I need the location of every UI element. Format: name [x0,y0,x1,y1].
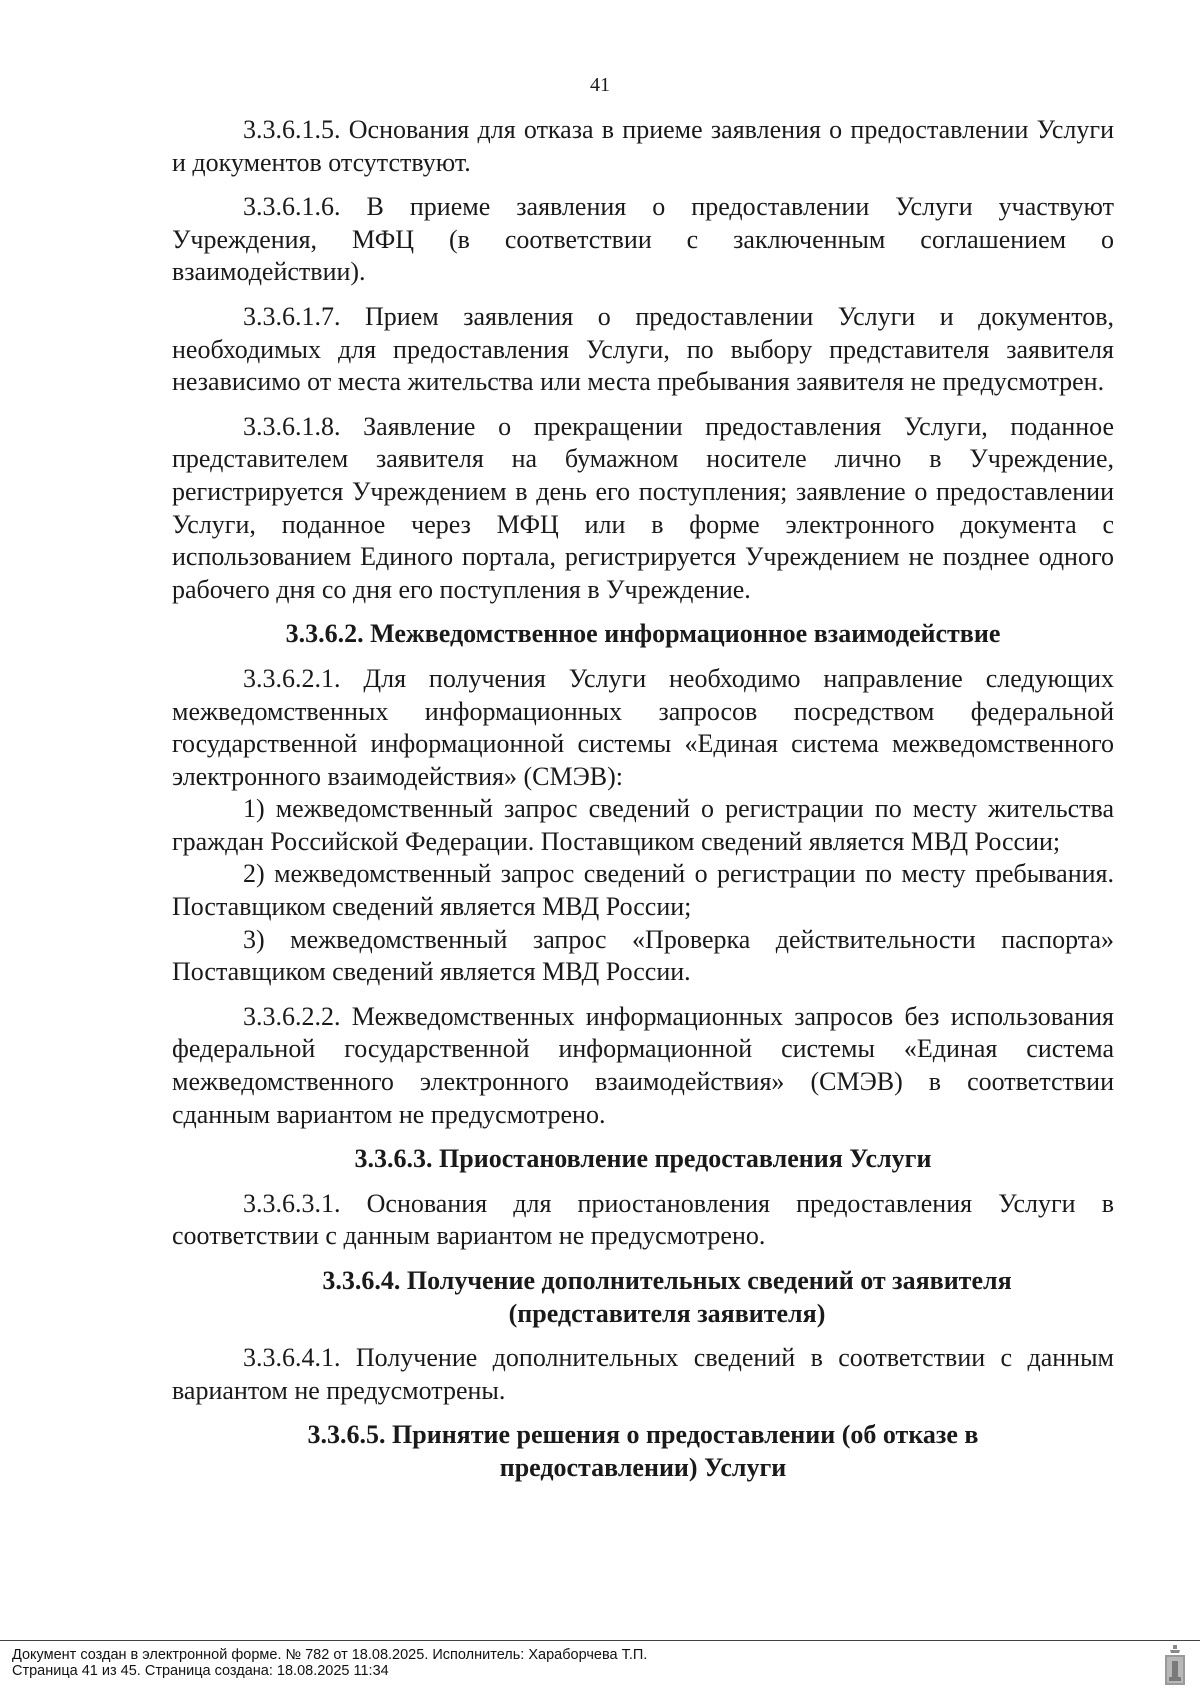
heading-3-3-6-4 [172,1265,1114,1330]
list-item-3: 3) межведомственный запрос «Проверка действительности паспорта» Поставщиком сведений является МВД России. [172,924,1114,987]
heading-3-3-6-3: 3.3.6.3. Приостановление предоставления Услуги [354,1144,932,1174]
paragraph-3-3-6-1-7: 3.3.6.1.7. Прием заявления о предоставлении Услуги и документов, необходимых для предоставления Услуги, по выбору представителя заявителя независимо от места жительства или места пребывания заявителя не предусмотрен. [172,301,1114,397]
footer-page-info: Страница 41 из 45. Страница создана: 18.08.2025 11:34 [12,1663,389,1679]
heading-3-3-6-4-line-2: (представителя заявителя) [508,1298,826,1328]
paragraph-3-3-6-1-5: 3.3.6.1.5. Основания для отказа в приеме заявления о предоставлении Услуги и документов отсутствуют. [172,115,1114,177]
list-item-2: 2) межведомственный запрос сведений о регистрации по месту пребывания. Поставщиком сведений является МВД России; [172,859,1114,922]
footer-document-info: Документ создан в электронной форме. № 782 от 18.08.2025. Исполнитель: Хараборчева Т.П. [12,1647,648,1663]
heading-3-3-6-5-line-1: 3.3.6.5. Принятие решения о предоставлении (об отказе в [307,1420,979,1450]
paragraph-3-3-6-2-2: 3.3.6.2.2. Межведомственных информационных запросов без использования федеральной государственной информационной системы «Единая система межведомственного электронного взаимодействия» (СМЭВ) в соответствии сданным вариантом не предусмотрено. [172,1001,1114,1129]
paragraph-3-3-6-1-8: 3.3.6.1.8. Заявление о прекращении предоставления Услуги, поданное представителем заявителя на бумажном носителе лично в Учреждение, регистрируется Учреждением в день его поступления; заявление о предоставлении Услуги, поданное через МФЦ или в форме электронного документа с использованием Единого портала, регистрируется Учреждением не позднее одного рабочего дня со дня его поступления в Учреждение. [172,411,1114,604]
list-item-1: 1) межведомственный запрос сведений о регистрации по месту жительства граждан Российской Федерации. Поставщиком сведений является МВД России; [172,794,1114,856]
paragraph-3-3-6-4-1: 3.3.6.4.1. Получение дополнительных сведений в соответствии с данным вариантом не предусмотрены. [172,1343,1114,1405]
page-number: 41 [590,74,610,96]
paragraph-3-3-6-1-6: 3.3.6.1.6. В приеме заявления о предоставлении Услуги участвуют Учреждения, МФЦ (в соответствии с заключенным соглашением о взаимодействии). [172,192,1114,287]
footer-divider [0,1640,1200,1641]
heading-3-3-6-5 [172,1419,1114,1484]
heading-3-3-6-5-line-2: предоставлении) Услуги [499,1452,787,1482]
paragraph-3-3-6-3-1: 3.3.6.3.1. Основания для приостановления предоставления Услуги в соответствии с данным вариантом не предусмотрено. [172,1188,1114,1251]
document-footer [12,1647,647,1679]
document-body [172,114,1114,1497]
coat-of-arms-icon [1164,1643,1186,1687]
heading-3-3-6-4-line-1: 3.3.6.4. Получение дополнительных сведений от заявителя [322,1266,1012,1295]
heading-3-3-6-2: 3.3.6.2. Межведомственное информационное взаимодействие [285,619,1001,649]
paragraph-3-3-6-2-1: 3.3.6.2.1. Для получения Услуги необходимо направление следующих межведомственных информационных запросов посредством федеральной государственной информационной системы «Единая система межведомственного электронного взаимодействия» (СМЭВ): [172,663,1114,791]
